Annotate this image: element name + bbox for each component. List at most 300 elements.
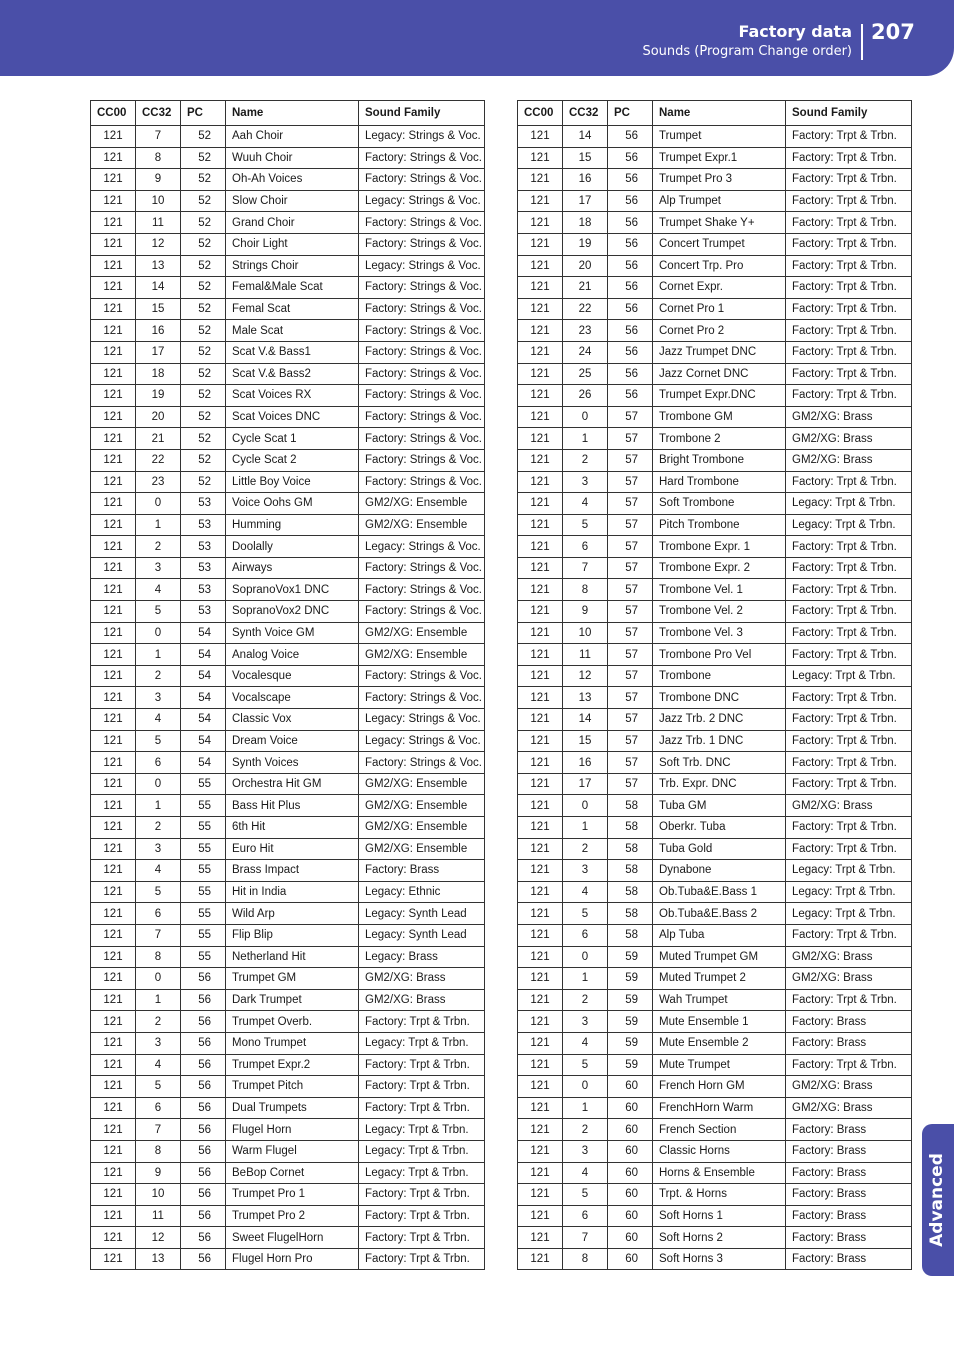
- cell-cc32: 13: [563, 687, 608, 709]
- cell-cc32: 16: [136, 320, 181, 342]
- cell-cc32: 12: [563, 665, 608, 687]
- cell-name: French Horn GM: [653, 1076, 786, 1098]
- cell-name: Cycle Scat 2: [226, 449, 359, 471]
- cell-cc32: 4: [136, 1054, 181, 1076]
- cell-name: Vocalscape: [226, 687, 359, 709]
- cell-name: Trumpet Pro 1: [226, 1184, 359, 1206]
- table-row: [91, 924, 485, 946]
- cell-sound-family: Factory: Brass: [786, 1011, 912, 1033]
- table-row: [91, 493, 485, 515]
- table-row: [91, 579, 485, 601]
- cell-cc32: 2: [136, 817, 181, 839]
- table-row: [518, 557, 912, 579]
- cell-pc: 56: [181, 1119, 226, 1141]
- cell-sound-family: Factory: Strings & Voc.: [359, 471, 485, 493]
- section-subtitle: Sounds (Program Change order): [642, 44, 852, 59]
- cell-cc32: 4: [563, 493, 608, 515]
- table-row: [91, 860, 485, 882]
- cell-sound-family: Factory: Trpt & Trbn.: [786, 471, 912, 493]
- cell-sound-family: GM2/XG: Brass: [786, 968, 912, 990]
- cell-name: Sweet FlugelHorn: [226, 1227, 359, 1249]
- cell-cc00: 121: [518, 169, 563, 191]
- table-row: [91, 385, 485, 407]
- table-row: [91, 752, 485, 774]
- cell-cc00: 121: [518, 233, 563, 255]
- cell-cc32: 20: [563, 255, 608, 277]
- cell-cc00: 121: [518, 514, 563, 536]
- cell-pc: 55: [181, 924, 226, 946]
- cell-pc: 60: [608, 1184, 653, 1206]
- cell-pc: 57: [608, 773, 653, 795]
- cell-sound-family: Factory: Trpt & Trbn.: [786, 320, 912, 342]
- cell-cc32: 13: [136, 255, 181, 277]
- table-row: [518, 385, 912, 407]
- cell-pc: 52: [181, 428, 226, 450]
- cell-sound-family: Factory: Trpt & Trbn.: [786, 363, 912, 385]
- cell-cc00: 121: [518, 903, 563, 925]
- cell-cc32: 3: [563, 1140, 608, 1162]
- cell-cc32: 6: [136, 1097, 181, 1119]
- cell-name: Aah Choir: [226, 126, 359, 148]
- cell-cc32: 26: [563, 385, 608, 407]
- cell-cc32: 18: [136, 363, 181, 385]
- table-row: [91, 730, 485, 752]
- cell-pc: 52: [181, 255, 226, 277]
- cell-sound-family: Factory: Trpt & Trbn.: [786, 298, 912, 320]
- cell-name: Male Scat: [226, 320, 359, 342]
- cell-cc32: 9: [136, 169, 181, 191]
- cell-name: Cornet Pro 2: [653, 320, 786, 342]
- table-row: [91, 1032, 485, 1054]
- cell-pc: 57: [608, 471, 653, 493]
- cell-cc00: 121: [91, 1162, 136, 1184]
- cell-sound-family: Factory: Trpt & Trbn.: [786, 190, 912, 212]
- cell-cc32: 4: [563, 881, 608, 903]
- cell-pc: 57: [608, 406, 653, 428]
- cell-sound-family: Legacy: Trpt & Trbn.: [786, 881, 912, 903]
- cell-name: SopranoVox2 DNC: [226, 601, 359, 623]
- cell-pc: 60: [608, 1227, 653, 1249]
- cell-name: 6th Hit: [226, 817, 359, 839]
- cell-pc: 52: [181, 363, 226, 385]
- cell-pc: 60: [608, 1248, 653, 1270]
- cell-cc32: 10: [136, 1184, 181, 1206]
- cell-sound-family: Legacy: Trpt & Trbn.: [786, 903, 912, 925]
- table-row: [518, 514, 912, 536]
- cell-cc00: 121: [91, 1054, 136, 1076]
- cell-sound-family: Factory: Strings & Voc.: [359, 341, 485, 363]
- cell-name: Scat V.& Bass1: [226, 341, 359, 363]
- cell-cc32: 5: [563, 1184, 608, 1206]
- cell-cc32: 11: [563, 644, 608, 666]
- table-row: [518, 1011, 912, 1033]
- cell-cc00: 121: [91, 752, 136, 774]
- cell-name: Hit in India: [226, 881, 359, 903]
- cell-pc: 55: [181, 946, 226, 968]
- cell-sound-family: Factory: Brass: [786, 1162, 912, 1184]
- cell-sound-family: Factory: Strings & Voc.: [359, 601, 485, 623]
- cell-pc: 53: [181, 557, 226, 579]
- cell-sound-family: Factory: Trpt & Trbn.: [786, 277, 912, 299]
- table-row: [518, 752, 912, 774]
- cell-name: Soft Horns 1: [653, 1205, 786, 1227]
- cell-pc: 52: [181, 341, 226, 363]
- cell-sound-family: Factory: Trpt & Trbn.: [786, 622, 912, 644]
- cell-name: Jazz Trb. 1 DNC: [653, 730, 786, 752]
- cell-name: Trombone 2: [653, 428, 786, 450]
- cell-cc32: 1: [563, 428, 608, 450]
- cell-sound-family: Legacy: Brass: [359, 946, 485, 968]
- cell-cc00: 121: [91, 1205, 136, 1227]
- table-row: [518, 1140, 912, 1162]
- cell-cc00: 121: [91, 1097, 136, 1119]
- table-row: [91, 126, 485, 148]
- cell-sound-family: Factory: Trpt & Trbn.: [786, 212, 912, 234]
- cell-sound-family: Legacy: Strings & Voc.: [359, 255, 485, 277]
- cell-pc: 55: [181, 903, 226, 925]
- cell-cc32: 0: [136, 968, 181, 990]
- cell-sound-family: Factory: Brass: [786, 1119, 912, 1141]
- cell-pc: 57: [608, 687, 653, 709]
- cell-sound-family: Legacy: Strings & Voc.: [359, 730, 485, 752]
- table-row: [518, 341, 912, 363]
- cell-name: Trumpet Pro 2: [226, 1205, 359, 1227]
- cell-cc00: 121: [518, 773, 563, 795]
- col-header-cc32: CC32: [563, 101, 608, 126]
- cell-cc32: 17: [136, 341, 181, 363]
- table-row: [518, 946, 912, 968]
- table-row: [518, 709, 912, 731]
- cell-sound-family: Factory: Trpt & Trbn.: [786, 233, 912, 255]
- cell-pc: 56: [181, 1076, 226, 1098]
- cell-sound-family: Factory: Strings & Voc.: [359, 449, 485, 471]
- table-row: [91, 687, 485, 709]
- table-row: [91, 1162, 485, 1184]
- cell-sound-family: Factory: Strings & Voc.: [359, 752, 485, 774]
- cell-cc32: 7: [563, 557, 608, 579]
- cell-cc00: 121: [518, 622, 563, 644]
- cell-pc: 60: [608, 1140, 653, 1162]
- cell-cc00: 121: [91, 190, 136, 212]
- cell-cc32: 22: [136, 449, 181, 471]
- cell-cc00: 121: [518, 968, 563, 990]
- table-row: [518, 665, 912, 687]
- cell-cc32: 17: [563, 190, 608, 212]
- cell-cc00: 121: [91, 838, 136, 860]
- cell-pc: 52: [181, 385, 226, 407]
- cell-cc00: 121: [518, 1054, 563, 1076]
- cell-cc00: 121: [518, 1011, 563, 1033]
- cell-cc32: 4: [563, 1032, 608, 1054]
- cell-pc: 52: [181, 126, 226, 148]
- cell-cc00: 121: [518, 1162, 563, 1184]
- table-row: [518, 1119, 912, 1141]
- cell-pc: 57: [608, 730, 653, 752]
- cell-cc00: 121: [91, 989, 136, 1011]
- cell-pc: 57: [608, 752, 653, 774]
- table-row: [518, 428, 912, 450]
- table-row: [518, 1097, 912, 1119]
- cell-cc00: 121: [518, 277, 563, 299]
- cell-cc00: 121: [91, 341, 136, 363]
- table-row: [91, 1076, 485, 1098]
- cell-name: Trombone Vel. 3: [653, 622, 786, 644]
- cell-pc: 56: [181, 1054, 226, 1076]
- cell-name: Soft Trb. DNC: [653, 752, 786, 774]
- cell-name: Synth Voices: [226, 752, 359, 774]
- cell-pc: 59: [608, 946, 653, 968]
- cell-pc: 56: [608, 298, 653, 320]
- table-row: [91, 795, 485, 817]
- cell-pc: 57: [608, 601, 653, 623]
- cell-pc: 58: [608, 903, 653, 925]
- cell-pc: 54: [181, 687, 226, 709]
- cell-name: Ob.Tuba&E.Bass 2: [653, 903, 786, 925]
- cell-cc32: 1: [563, 1097, 608, 1119]
- cell-cc32: 1: [563, 968, 608, 990]
- cell-name: Trumpet GM: [226, 968, 359, 990]
- cell-cc32: 2: [563, 989, 608, 1011]
- cell-cc32: 4: [563, 1162, 608, 1184]
- table-row: [91, 277, 485, 299]
- cell-cc00: 121: [518, 1248, 563, 1270]
- table-row: [518, 687, 912, 709]
- col-header-name: Name: [653, 101, 786, 126]
- cell-cc00: 121: [518, 449, 563, 471]
- table-row: [518, 903, 912, 925]
- cell-sound-family: Factory: Trpt & Trbn.: [359, 1011, 485, 1033]
- cell-pc: 56: [181, 1140, 226, 1162]
- sounds-table-left: [90, 100, 485, 1270]
- cell-sound-family: Factory: Brass: [786, 1205, 912, 1227]
- cell-cc32: 1: [136, 644, 181, 666]
- cell-cc00: 121: [518, 1227, 563, 1249]
- cell-cc00: 121: [518, 946, 563, 968]
- cell-pc: 57: [608, 709, 653, 731]
- cell-name: Scat Voices DNC: [226, 406, 359, 428]
- cell-pc: 54: [181, 752, 226, 774]
- cell-sound-family: Legacy: Trpt & Trbn.: [786, 665, 912, 687]
- cell-name: Oh-Ah Voices: [226, 169, 359, 191]
- cell-cc00: 121: [518, 536, 563, 558]
- cell-cc00: 121: [518, 1076, 563, 1098]
- cell-pc: 55: [181, 838, 226, 860]
- cell-name: Trombone Vel. 2: [653, 601, 786, 623]
- cell-pc: 57: [608, 536, 653, 558]
- cell-cc00: 121: [518, 406, 563, 428]
- cell-sound-family: Factory: Trpt & Trbn.: [786, 385, 912, 407]
- cell-sound-family: Factory: Brass: [359, 860, 485, 882]
- cell-cc00: 121: [518, 557, 563, 579]
- cell-pc: 56: [608, 212, 653, 234]
- cell-sound-family: Factory: Trpt & Trbn.: [786, 169, 912, 191]
- cell-cc00: 121: [518, 126, 563, 148]
- cell-cc00: 121: [91, 169, 136, 191]
- cell-cc00: 121: [518, 989, 563, 1011]
- cell-sound-family: Factory: Strings & Voc.: [359, 277, 485, 299]
- cell-name: Trombone Expr. 1: [653, 536, 786, 558]
- cell-pc: 53: [181, 536, 226, 558]
- cell-sound-family: Legacy: Trpt & Trbn.: [786, 860, 912, 882]
- cell-sound-family: Factory: Brass: [786, 1032, 912, 1054]
- cell-cc32: 14: [563, 709, 608, 731]
- table-row: [518, 493, 912, 515]
- cell-cc00: 121: [518, 1184, 563, 1206]
- table-row: [91, 212, 485, 234]
- cell-name: Alp Trumpet: [653, 190, 786, 212]
- cell-sound-family: GM2/XG: Brass: [786, 428, 912, 450]
- cell-sound-family: Factory: Strings & Voc.: [359, 385, 485, 407]
- table-row: [91, 255, 485, 277]
- cell-cc00: 121: [91, 1248, 136, 1270]
- cell-cc00: 121: [518, 493, 563, 515]
- cell-cc32: 15: [563, 147, 608, 169]
- table-row: [91, 1097, 485, 1119]
- cell-name: Wah Trumpet: [653, 989, 786, 1011]
- cell-sound-family: GM2/XG: Brass: [786, 946, 912, 968]
- table-row: [91, 838, 485, 860]
- cell-cc32: 1: [563, 817, 608, 839]
- cell-sound-family: Factory: Strings & Voc.: [359, 298, 485, 320]
- cell-name: Cornet Pro 1: [653, 298, 786, 320]
- cell-cc00: 121: [91, 363, 136, 385]
- cell-pc: 56: [181, 989, 226, 1011]
- cell-pc: 57: [608, 449, 653, 471]
- cell-sound-family: Factory: Trpt & Trbn.: [786, 730, 912, 752]
- cell-cc32: 2: [136, 1011, 181, 1033]
- table-row: [518, 968, 912, 990]
- cell-cc00: 121: [91, 1032, 136, 1054]
- cell-pc: 56: [181, 1097, 226, 1119]
- cell-cc32: 3: [563, 860, 608, 882]
- cell-pc: 57: [608, 665, 653, 687]
- col-header-cc00: CC00: [518, 101, 563, 126]
- cell-cc00: 121: [518, 1140, 563, 1162]
- cell-cc32: 12: [136, 1227, 181, 1249]
- cell-sound-family: Legacy: Strings & Voc.: [359, 126, 485, 148]
- cell-sound-family: GM2/XG: Ensemble: [359, 838, 485, 860]
- cell-pc: 57: [608, 557, 653, 579]
- cell-name: Mute Ensemble 2: [653, 1032, 786, 1054]
- cell-name: Muted Trumpet 2: [653, 968, 786, 990]
- cell-pc: 58: [608, 795, 653, 817]
- cell-pc: 53: [181, 514, 226, 536]
- cell-cc32: 2: [563, 838, 608, 860]
- cell-cc32: 16: [563, 752, 608, 774]
- table-row: [518, 773, 912, 795]
- cell-name: Pitch Trombone: [653, 514, 786, 536]
- cell-sound-family: GM2/XG: Ensemble: [359, 773, 485, 795]
- cell-pc: 56: [608, 341, 653, 363]
- cell-name: Trombone Pro Vel: [653, 644, 786, 666]
- cell-pc: 52: [181, 449, 226, 471]
- cell-sound-family: GM2/XG: Brass: [786, 1076, 912, 1098]
- cell-cc00: 121: [518, 665, 563, 687]
- cell-sound-family: Factory: Trpt & Trbn.: [786, 1054, 912, 1076]
- cell-name: Jazz Trb. 2 DNC: [653, 709, 786, 731]
- cell-cc00: 121: [91, 126, 136, 148]
- cell-cc32: 23: [563, 320, 608, 342]
- table-row: [518, 1227, 912, 1249]
- sounds-table-right: [517, 100, 912, 1270]
- table-row: [518, 363, 912, 385]
- table-row: [91, 601, 485, 623]
- cell-cc32: 5: [136, 601, 181, 623]
- cell-pc: 52: [181, 212, 226, 234]
- cell-pc: 53: [181, 579, 226, 601]
- cell-cc00: 121: [91, 298, 136, 320]
- cell-cc32: 5: [136, 1076, 181, 1098]
- cell-cc32: 1: [136, 989, 181, 1011]
- cell-cc32: 10: [136, 190, 181, 212]
- cell-name: Soft Horns 2: [653, 1227, 786, 1249]
- cell-cc00: 121: [518, 147, 563, 169]
- cell-name: Flip Blip: [226, 924, 359, 946]
- cell-pc: 58: [608, 924, 653, 946]
- cell-cc00: 121: [91, 773, 136, 795]
- table-row: [518, 838, 912, 860]
- table-row: [518, 881, 912, 903]
- table-row: [91, 1227, 485, 1249]
- cell-sound-family: Factory: Trpt & Trbn.: [786, 147, 912, 169]
- cell-sound-family: Factory: Strings & Voc.: [359, 557, 485, 579]
- cell-sound-family: Factory: Trpt & Trbn.: [786, 817, 912, 839]
- cell-pc: 56: [181, 1011, 226, 1033]
- cell-cc32: 5: [563, 514, 608, 536]
- col-header-pc: PC: [181, 101, 226, 126]
- table-row: [518, 730, 912, 752]
- table-row: [91, 169, 485, 191]
- cell-sound-family: Factory: Trpt & Trbn.: [786, 709, 912, 731]
- cell-name: Femal&Male Scat: [226, 277, 359, 299]
- cell-cc32: 19: [136, 385, 181, 407]
- table-row: [518, 622, 912, 644]
- cell-pc: 56: [608, 320, 653, 342]
- cell-name: Dark Trumpet: [226, 989, 359, 1011]
- cell-cc00: 121: [518, 298, 563, 320]
- cell-pc: 59: [608, 1032, 653, 1054]
- cell-name: Trombone GM: [653, 406, 786, 428]
- cell-sound-family: Legacy: Trpt & Trbn.: [359, 1162, 485, 1184]
- cell-cc00: 121: [91, 449, 136, 471]
- cell-cc32: 4: [136, 709, 181, 731]
- cell-name: Tuba GM: [653, 795, 786, 817]
- cell-cc00: 121: [518, 190, 563, 212]
- cell-name: Trumpet Expr.DNC: [653, 385, 786, 407]
- cell-pc: 56: [608, 233, 653, 255]
- cell-name: Slow Choir: [226, 190, 359, 212]
- table-row: [91, 1054, 485, 1076]
- cell-cc32: 7: [136, 924, 181, 946]
- cell-pc: 60: [608, 1162, 653, 1184]
- table-row: [91, 881, 485, 903]
- cell-name: Soft Horns 3: [653, 1248, 786, 1270]
- cell-name: Grand Choir: [226, 212, 359, 234]
- cell-pc: 53: [181, 601, 226, 623]
- cell-sound-family: GM2/XG: Brass: [786, 449, 912, 471]
- cell-cc00: 121: [518, 817, 563, 839]
- cell-pc: 57: [608, 428, 653, 450]
- cell-cc00: 121: [91, 1140, 136, 1162]
- cell-cc32: 1: [136, 795, 181, 817]
- cell-cc32: 4: [136, 860, 181, 882]
- cell-name: Jazz Cornet DNC: [653, 363, 786, 385]
- cell-sound-family: Factory: Trpt & Trbn.: [786, 255, 912, 277]
- cell-name: Trumpet Pitch: [226, 1076, 359, 1098]
- cell-sound-family: Factory: Trpt & Trbn.: [786, 579, 912, 601]
- cell-cc32: 3: [136, 838, 181, 860]
- cell-name: Alp Tuba: [653, 924, 786, 946]
